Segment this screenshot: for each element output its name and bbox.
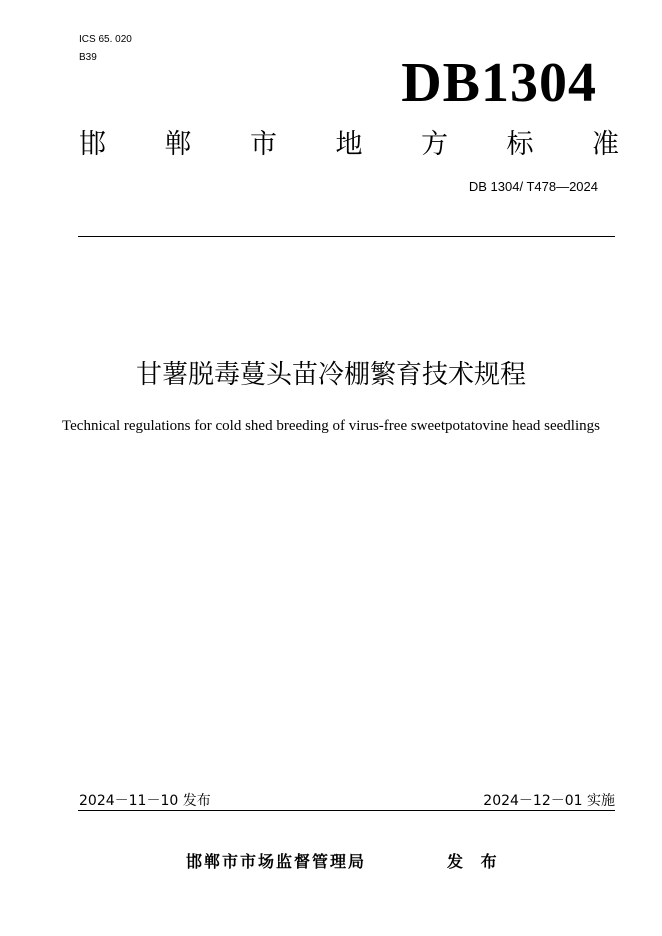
header-divider [78, 236, 615, 237]
standard-type-char: 地 [335, 129, 363, 160]
issue-date: 2024－11－10 发布 [79, 793, 211, 809]
standard-type-char: 郸 [164, 129, 192, 160]
standard-type-heading [79, 128, 619, 162]
standard-number: DB 1304/ T478—2024 [468, 179, 598, 194]
standard-type-char: 方 [421, 129, 448, 160]
standard-type-char: 邯 [79, 129, 106, 160]
standard-code-logo: DB1304 [401, 52, 597, 114]
standard-type-char: 标 [506, 129, 534, 160]
standard-type-char: 市 [250, 129, 277, 160]
classification-code: B39 [79, 52, 97, 63]
publisher-name: 邯郸市市场监督管理局 [186, 852, 367, 871]
document-title-english: Technical regulations for cold shed breeding of virus-free sweetpotatovine head seedlings [62, 418, 600, 434]
footer-divider [78, 810, 615, 811]
standard-type-char: 准 [592, 129, 619, 160]
ics-code: ICS 65. 020 [79, 34, 132, 45]
implementation-date: 2024－12－01 实施 [483, 793, 615, 809]
publish-label: 发 布 [447, 852, 503, 871]
document-title-chinese: 甘薯脱毒蔓头苗冷棚繁育技术规程 [135, 360, 526, 390]
